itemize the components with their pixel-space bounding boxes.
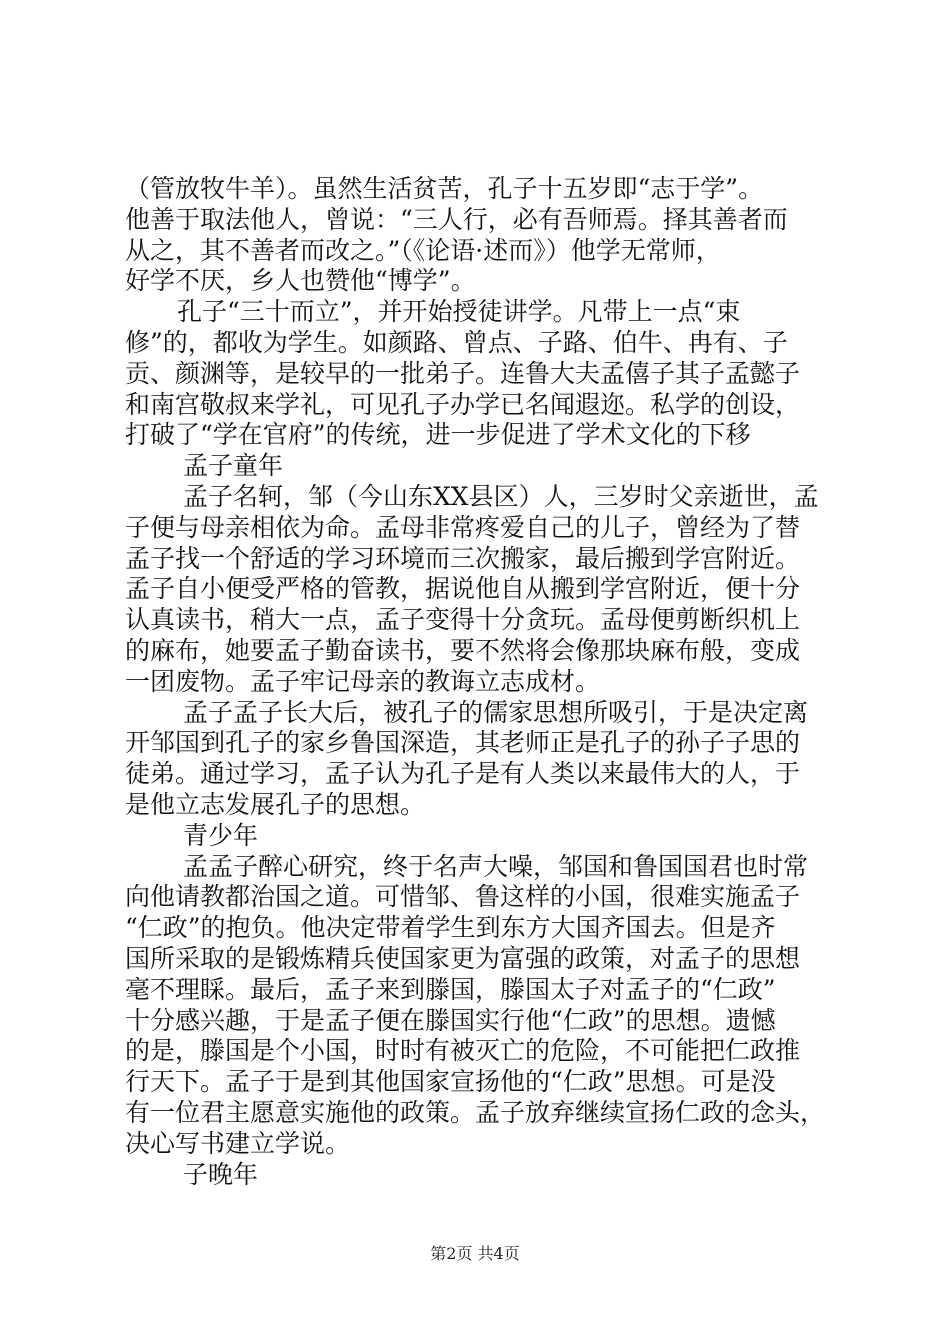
- text-line: 向他请教都治国之道。可惜邹、鲁这样的小国，很难实施孟子: [125, 882, 801, 912]
- text-line: 子便与母亲相依为命。孟母非常疼爱自己的儿子，曾经为了替: [125, 512, 801, 542]
- text-line: 孟子自小便受严格的管教，据说他自从搬到学宫附近，便十分: [125, 574, 801, 604]
- text-line: 孟子名轲，邹（今山东XX县区）人，三岁时父亲逝世，孟: [183, 481, 819, 511]
- text-line: 国所采取的是锻炼精兵使国家更为富强的政策，对孟子的思想: [125, 943, 801, 973]
- text-line: 子晚年: [183, 1159, 259, 1189]
- text-line: 毫不理睬。最后，孟子来到滕国，滕国太子对孟子的“仁政”: [125, 974, 776, 1004]
- text-line: 的是，滕国是个小国，时时有被灭亡的危险，不可能把仁政推: [125, 1036, 801, 1066]
- text-line: 决心写书建立学说。: [125, 1128, 351, 1158]
- text-line: （管放牧牛羊）。虽然生活贫苦，孔子十五岁即“志于学”。: [125, 174, 764, 203]
- text-line: 好学不厌，乡人也赞他“博学”。: [125, 266, 476, 296]
- text-line: “仁政”的抱负。他决定带着学生到东方大国齐国去。但是齐: [125, 913, 776, 943]
- text-line: 十分感兴趣，于是孟子便在滕国实行他“仁政”的思想。遗憾: [125, 1005, 776, 1035]
- text-line: 和南宫敬叔来学礼，可见孔子办学已名闻遐迩。私学的创设，: [125, 389, 801, 419]
- text-line: 他善于取法他人，曾说：“三人行，必有吾师焉。择其善者而: [125, 204, 788, 234]
- text-line: 开邹国到孔子的家乡鲁国深造，其老师正是孔子的孙子子思的: [125, 728, 801, 758]
- document-body: [125, 174, 830, 1190]
- text-line: 的麻布，她要孟子勤奋读书，要不然将会像那块麻布般，变成: [125, 635, 801, 665]
- text-line: 一团废物。孟子牢记母亲的教诲立志成材。: [125, 666, 601, 696]
- text-line: 贡、颜渊等，是较早的一批弟子。连鲁大夫孟僖子其子孟懿子: [125, 358, 801, 388]
- text-line: 孔子“三十而立”，并开始授徒讲学。凡带上一点“束: [177, 297, 741, 327]
- text-line: 从之，其不善者而改之。”（《论语·述而》）他学无常师，: [125, 235, 721, 265]
- text-line: 孟子找一个舒适的学习环境而三次搬家，最后搬到学宫附近。: [125, 543, 801, 573]
- text-line: 孟子童年: [183, 451, 284, 481]
- text-line: 青少年: [183, 820, 259, 850]
- text-line: 孟子孟子长大后，被孔子的儒家思想所吸引，于是决定离: [183, 697, 809, 727]
- page-footer: 第2页 共4页: [430, 1244, 520, 1263]
- text-line: 有一位君主愿意实施他的政策。孟子放弃继续宣扬仁政的念头，: [125, 1097, 826, 1127]
- text-line: 修”的，都收为学生。如颜路、曾点、子路、伯牛、冉有、子: [125, 327, 788, 357]
- text-line: 孟孟子醉心研究，终于名声大噪，邹国和鲁国国君也时常: [183, 851, 809, 881]
- text-line: 认真读书，稍大一点，孟子变得十分贪玩。孟母便剪断织机上: [125, 605, 801, 635]
- text-line: 徒弟。通过学习，孟子认为孔子是有人类以来最伟大的人，于: [125, 759, 801, 789]
- text-line: 打破了“学在官府”的传统，进一步促进了学术文化的下移: [125, 420, 751, 450]
- text-line: 行天下。孟子于是到其他国家宣扬他的“仁政”思想。可是没: [125, 1067, 776, 1097]
- text-line: 是他立志发展孔子的思想。: [125, 789, 426, 819]
